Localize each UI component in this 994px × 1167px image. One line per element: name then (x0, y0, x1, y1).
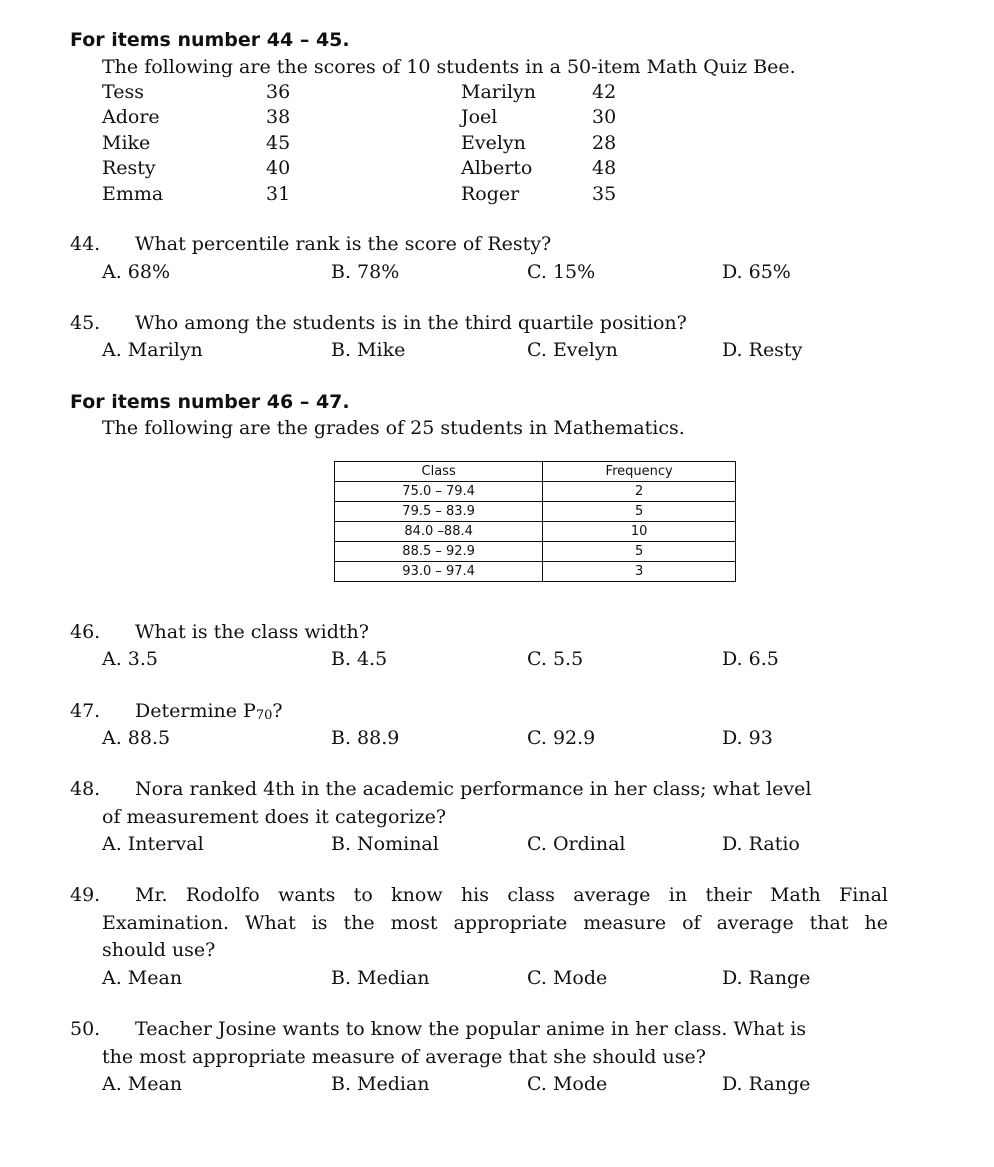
table-row (335, 562, 736, 582)
student-name: Alberto (461, 157, 533, 179)
student-name: Tess (102, 81, 144, 103)
student-name: Adore (102, 106, 160, 128)
column-header-frequency: Frequency (543, 462, 736, 482)
question-text: What is the class width? (135, 621, 369, 643)
question-text-continued: should use? (102, 939, 216, 961)
option-b: B. 78% (331, 261, 400, 283)
option-a: A. 3.5 (102, 648, 159, 670)
student-name: Joel (461, 106, 498, 128)
frequency-value: 5 (543, 542, 736, 562)
student-name: Resty (102, 157, 156, 179)
option-d: D. 93 (722, 727, 773, 749)
question-text: Mr. Rodolfo wants to know his class average in their Math Final (135, 884, 888, 906)
question-number: 47. (70, 700, 101, 722)
option-c: C. 5.5 (527, 648, 584, 670)
question-number: 46. (70, 621, 101, 643)
question-text: Teacher Josine wants to know the popular anime in her class. What is (135, 1018, 807, 1040)
class-interval: 75.0 – 79.4 (335, 482, 543, 502)
student-name: Emma (102, 183, 164, 205)
class-interval: 79.5 – 83.9 (335, 502, 543, 522)
section-intro-grades: The following are the grades of 25 students in Mathematics. (102, 417, 685, 439)
option-b: B. Mike (331, 339, 406, 361)
class-interval: 84.0 –88.4 (335, 522, 543, 542)
option-a: A. 88.5 (102, 727, 171, 749)
option-c: C. Evelyn (527, 339, 618, 361)
table-header-row (335, 462, 736, 482)
section-intro-scores: The following are the scores of 10 students in a 50-item Math Quiz Bee. (102, 56, 796, 78)
frequency-value: 5 (543, 502, 736, 522)
class-interval: 88.5 – 92.9 (335, 542, 543, 562)
table-row (335, 542, 736, 562)
question-number: 49. (70, 884, 101, 906)
option-d: D. 6.5 (722, 648, 779, 670)
student-score: 36 (266, 81, 291, 103)
option-c: C. Ordinal (527, 833, 626, 855)
column-header-class: Class (335, 462, 543, 482)
question-number: 45. (70, 312, 101, 334)
option-d: D. 65% (722, 261, 791, 283)
question-text: Who among the students is in the third quartile position? (135, 312, 687, 334)
option-d: D. Range (722, 1073, 811, 1095)
question-text-continued: the most appropriate measure of average that she should use? (102, 1046, 706, 1068)
student-name: Mike (102, 132, 151, 154)
option-d: D. Ratio (722, 833, 800, 855)
question-text: Nora ranked 4th in the academic performance in her class; what level (135, 778, 812, 800)
option-a: A. Interval (102, 833, 204, 855)
frequency-value: 10 (543, 522, 736, 542)
option-a: A. Marilyn (102, 339, 203, 361)
option-a: A. Mean (102, 1073, 183, 1095)
student-score: 35 (592, 183, 617, 205)
student-score: 48 (592, 157, 617, 179)
option-c: C. 92.9 (527, 727, 596, 749)
student-score: 42 (592, 81, 617, 103)
table-row (335, 482, 736, 502)
frequency-table (334, 461, 736, 582)
option-d: D. Resty (722, 339, 803, 361)
question-text (135, 700, 283, 723)
student-score: 45 (266, 132, 291, 154)
student-score: 28 (592, 132, 617, 154)
question-text-continued: of measurement does it categorize? (102, 806, 447, 828)
option-d: D. Range (722, 967, 811, 989)
table-row (335, 502, 736, 522)
class-interval: 93.0 – 97.4 (335, 562, 543, 582)
question-text-continued: Examination. What is the most appropriate measure of average that he (102, 912, 888, 934)
frequency-value: 3 (543, 562, 736, 582)
option-b: B. Median (331, 1073, 430, 1095)
question-number: 50. (70, 1018, 101, 1040)
option-b: B. Nominal (331, 833, 439, 855)
option-a: A. 68% (102, 261, 171, 283)
option-c: C. Mode (527, 1073, 608, 1095)
section-heading-44-45: For items number 44 – 45. (70, 29, 350, 51)
student-name: Roger (461, 183, 520, 205)
table-row (335, 522, 736, 542)
question-text-main: Determine P (135, 700, 256, 722)
frequency-value: 2 (543, 482, 736, 502)
option-b: B. Median (331, 967, 430, 989)
student-score: 30 (592, 106, 617, 128)
question-text: What percentile rank is the score of Resty? (135, 233, 552, 255)
option-c: C. Mode (527, 967, 608, 989)
section-heading-46-47: For items number 46 – 47. (70, 391, 350, 413)
student-name: Evelyn (461, 132, 526, 154)
percentile-subscript: 70 (255, 708, 273, 723)
option-b: B. 88.9 (331, 727, 400, 749)
student-score: 40 (266, 157, 291, 179)
question-number: 44. (70, 233, 101, 255)
question-text-end: ? (272, 700, 283, 722)
student-score: 38 (266, 106, 291, 128)
question-number: 48. (70, 778, 101, 800)
student-score: 31 (266, 183, 291, 205)
option-a: A. Mean (102, 967, 183, 989)
student-name: Marilyn (461, 81, 536, 103)
option-c: C. 15% (527, 261, 596, 283)
option-b: B. 4.5 (331, 648, 388, 670)
